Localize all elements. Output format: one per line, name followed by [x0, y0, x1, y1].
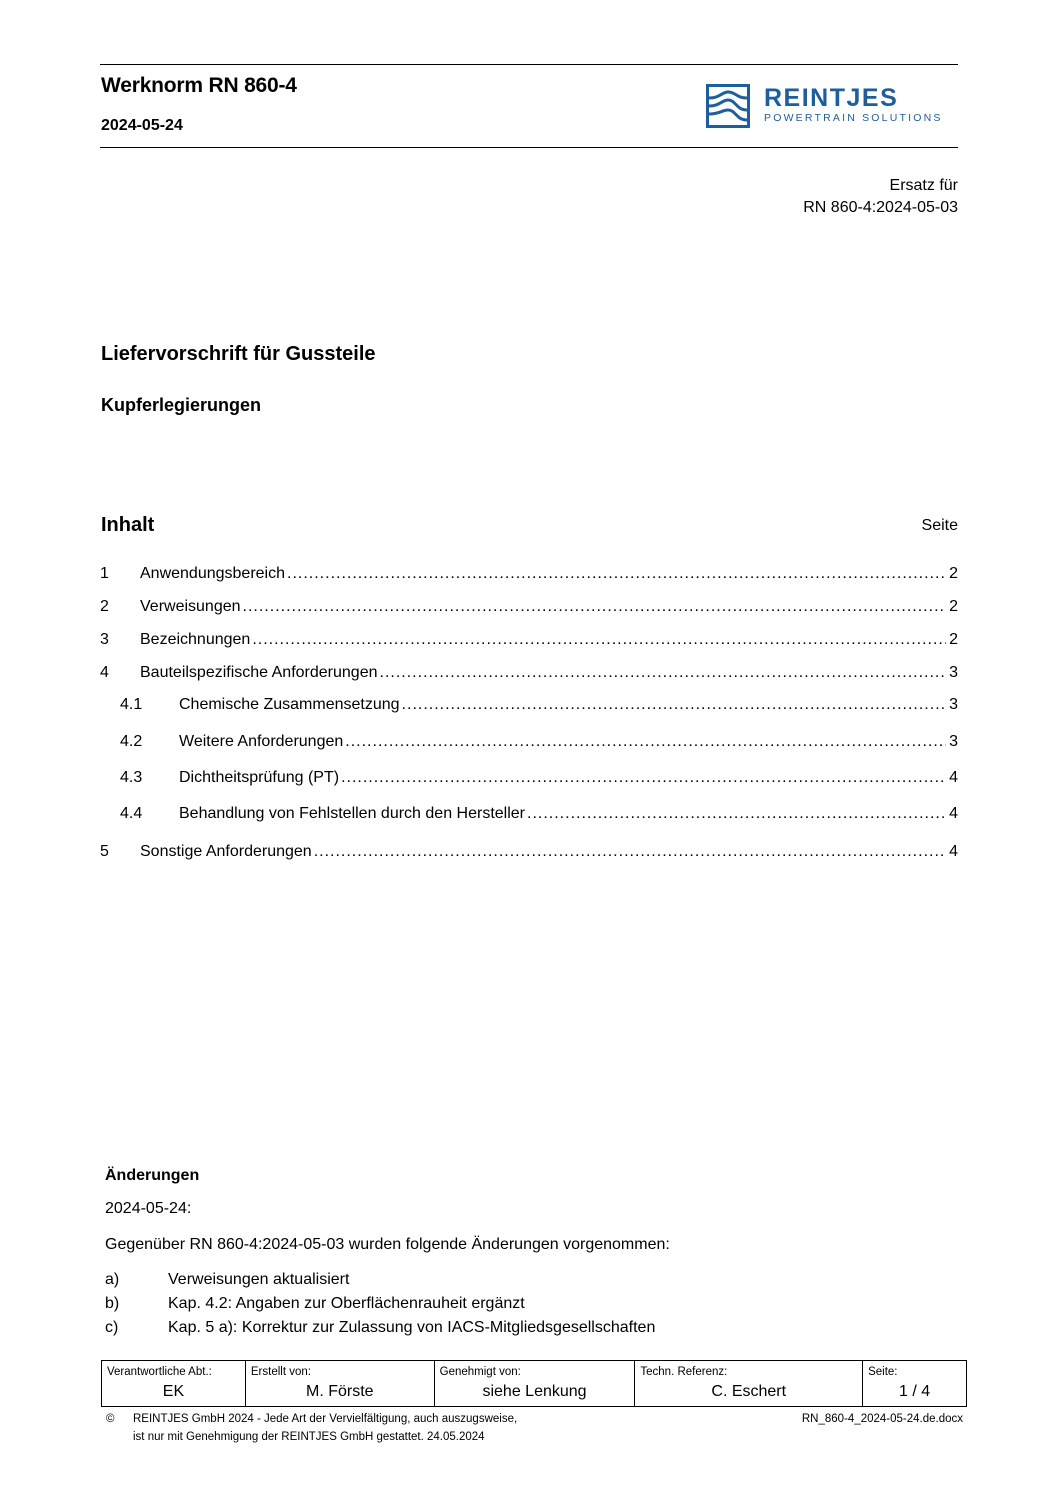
changes-intro: Gegenüber RN 860-4:2024-05-03 wurden folgende Änderungen vorgenommen:: [105, 1236, 670, 1253]
toc-entry-label: Behandlung von Fehlstellen durch den Hersteller: [179, 805, 525, 822]
approval-cell-value: EK: [162, 1383, 185, 1400]
change-item-letter: c): [105, 1319, 119, 1336]
approval-cell-label: Erstellt von:: [250, 1366, 311, 1378]
copyright-line-1: REINTJES GmbH 2024 - Jede Art der Vervielfältigung, auch auszugsweise,: [133, 1413, 518, 1425]
company-logo: [706, 84, 958, 128]
toc-entry[interactable]: [100, 841, 958, 863]
toc-entry-number: 2: [100, 598, 109, 615]
toc-entry-page: 2: [949, 565, 958, 582]
toc-entry[interactable]: [100, 563, 958, 585]
change-item-letter: a): [105, 1271, 120, 1288]
document-title: Liefervorschrift für Gussteile: [101, 343, 376, 365]
toc-entry-label: Anwendungsbereich: [140, 565, 285, 582]
change-item-text: Kap. 5 a): Korrektur zur Zulassung von IACS-Mitgliedsgesellschaften: [168, 1319, 656, 1336]
copyright-notice: [106, 1410, 517, 1446]
approval-cell-approved: [434, 1361, 635, 1407]
toc-entry-number: 4.1: [120, 696, 143, 713]
replacement-notice: [803, 175, 958, 219]
copyright-line-2: ist nur mit Genehmigung der REINTJES GmbH gestattet. 24.05.2024: [133, 1431, 485, 1443]
toc-subentry[interactable]: [100, 803, 958, 825]
toc-entry-number: 5: [100, 843, 109, 860]
toc-heading: Inhalt: [101, 514, 155, 536]
approval-cell-label: Seite:: [868, 1366, 898, 1378]
approval-cell-value: M. Förste: [305, 1383, 374, 1400]
toc-entry-label: Bauteilspezifische Anforderungen: [140, 664, 378, 681]
toc-subentry[interactable]: [100, 731, 958, 753]
header-bottom-rule: [100, 147, 958, 148]
toc-leader-dots: [341, 767, 946, 789]
approval-cell-value: C. Eschert: [711, 1383, 787, 1400]
replacement-label: Ersatz für: [889, 177, 958, 194]
approval-table: [101, 1360, 967, 1407]
standard-title: Werknorm RN 860-4: [101, 74, 297, 97]
toc-entry-page: 4: [949, 843, 958, 860]
toc-entry-page: 2: [949, 598, 958, 615]
approval-cell-department: [102, 1361, 246, 1407]
toc-entry-number: 3: [100, 631, 109, 648]
toc-leader-dots: [380, 662, 947, 684]
toc-entry-page: 2: [949, 631, 958, 648]
toc-leader-dots: [287, 563, 946, 585]
toc-entry-page: 3: [949, 696, 958, 713]
change-item: [105, 1293, 525, 1315]
toc-entry-page: 4: [949, 769, 958, 786]
toc-entry-label: Weitere Anforderungen: [179, 733, 344, 750]
toc-subentry[interactable]: [100, 767, 958, 789]
change-item-letter: b): [105, 1295, 120, 1312]
replacement-reference: RN 860-4:2024-05-03: [803, 199, 958, 216]
header-top-rule: [100, 64, 958, 65]
toc-entry-number: 4: [100, 664, 109, 681]
logo-tagline: POWERTRAIN SOLUTIONS: [764, 112, 943, 124]
change-item: [105, 1317, 655, 1339]
approval-cell-author: [245, 1361, 434, 1407]
toc-entry[interactable]: [100, 662, 958, 684]
approval-row: [102, 1361, 967, 1407]
changes-heading: Änderungen: [105, 1167, 200, 1184]
toc-leader-dots: [314, 841, 946, 863]
toc-entry-label: Dichtheitsprüfung (PT): [179, 769, 340, 786]
toc-subentry[interactable]: [100, 694, 958, 716]
approval-cell-label: Verantwortliche Abt.:: [107, 1366, 212, 1378]
toc-entry-page: 3: [949, 733, 958, 750]
toc-entry-label: Sonstige Anforderungen: [140, 843, 312, 860]
toc-entry-number: 1: [100, 565, 109, 582]
toc-entry-label: Verweisungen: [140, 598, 241, 615]
toc-entry-page: 4: [949, 805, 958, 822]
approval-cell-value: siehe Lenkung: [482, 1383, 587, 1400]
approval-cell-label: Techn. Referenz:: [640, 1366, 728, 1378]
changes-date: 2024-05-24:: [105, 1200, 192, 1217]
toc-leader-dots: [345, 731, 946, 753]
document-filename: RN_860-4_2024-05-24.de.docx: [801, 1413, 963, 1425]
toc-entry[interactable]: [100, 596, 958, 618]
toc-leader-dots: [402, 694, 946, 716]
copyright-symbol: ©: [106, 1413, 115, 1425]
toc-leader-dots: [252, 629, 946, 651]
toc-page-column-label: Seite: [921, 517, 958, 534]
approval-cell-tech-reference: [635, 1361, 863, 1407]
toc-entry-number: 4.3: [120, 769, 143, 786]
reintjes-logo-icon: [706, 84, 750, 128]
document-subtitle: Kupferlegierungen: [101, 395, 262, 415]
toc-leader-dots: [527, 803, 946, 825]
change-item-text: Verweisungen aktualisiert: [168, 1271, 350, 1288]
change-item: [105, 1269, 349, 1291]
approval-cell-label: Genehmigt von:: [439, 1366, 521, 1378]
approval-cell-value: 1 / 4: [898, 1383, 931, 1400]
toc-entry-label: Chemische Zusammensetzung: [179, 696, 400, 713]
toc-entry[interactable]: [100, 629, 958, 651]
toc-leader-dots: [243, 596, 946, 618]
toc-entry-page: 3: [949, 664, 958, 681]
approval-cell-page: [863, 1361, 967, 1407]
standard-date: 2024-05-24: [101, 117, 183, 134]
logo-wordmark: REINTJES: [764, 84, 899, 112]
toc-entry-label: Bezeichnungen: [140, 631, 251, 648]
toc-entry-number: 4.4: [120, 805, 143, 822]
toc-entry-number: 4.2: [120, 733, 143, 750]
change-item-text: Kap. 4.2: Angaben zur Oberflächenrauheit ergänzt: [168, 1295, 525, 1312]
